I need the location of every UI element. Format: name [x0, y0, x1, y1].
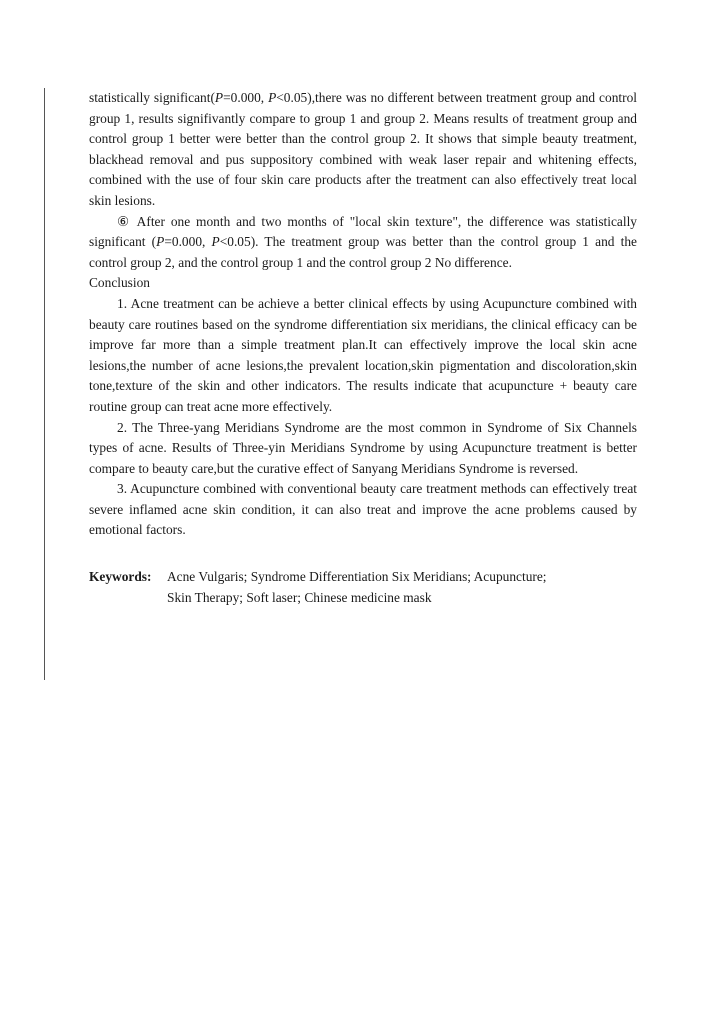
left-margin-rule [44, 88, 45, 680]
p-value-symbol: P [156, 234, 165, 250]
conclusion-item-3: 3. Acupuncture combined with conventional beauty care treatment methods can effectively treat severe inflamed acne skin condition, it can also treat and improve the acne problems caused by emotional factors. [89, 481, 637, 538]
p-value-symbol: P [211, 234, 220, 250]
conclusion-item-2: 2. The Three-yang Meridians Syndrome are the most common in Syndrome of Six Channels types of acne. Results of Three-yin Meridians Syndrome by using Acupuncture treatment is better compare to beauty care,but the curative effect of Sanyang Meridians Syndrome is reversed. [89, 419, 637, 476]
conclusion-item-1: 1. Acne treatment can be achieve a better clinical effects by using Acupuncture combined with beauty care routines based on the syndrome differentiation six meridians, the clinical efficacy can be improve far more than a simple treatment plan.It can effectively improve the local skin acne lesions,the number of acne lesions,the prevalent location,skin pigmentation and discoloration,skin tone,texture of the skin and other indicators. The results indicate that acupuncture + beauty care routine group can treat acne more effectively. [89, 295, 637, 414]
paragraph-continued: statistically significant(P=0.000, P<0.05),there was no different between treatment group and control group 1, results signifivantly compare to group 1 and group 2. Means results of treatment group and control group 1 better were better than the control group 2. It shows that simple beauty treatment, blackhead removal and pus suppository combined with weak laser repair and whitening effects, combined with the use of four skin care products after the treatment can also effectively treat local skin lesions. [89, 90, 637, 208]
document-body [89, 88, 637, 608]
keywords-line-2: Skin Therapy; Soft laser; Chinese medicine mask [167, 589, 432, 605]
p-value-symbol: P [214, 90, 224, 105]
keywords-block [89, 567, 637, 608]
keywords-line-1: Acne Vulgaris; Syndrome Differentiation Six Meridians; Acupuncture; [167, 569, 547, 585]
keywords-label: Keywords: [89, 569, 152, 585]
keywords-list [167, 567, 637, 608]
p-value-symbol: P [268, 90, 277, 105]
conclusion-heading: Conclusion [89, 275, 151, 291]
paragraph-item-6: ⑥ After one month and two months of "local skin texture", the difference was statistically significant (P=0.000, P<0.05). The treatment group was better than the control group 1 and the control group 2, and the control group 1 and the control group 2 No difference. [89, 213, 637, 270]
